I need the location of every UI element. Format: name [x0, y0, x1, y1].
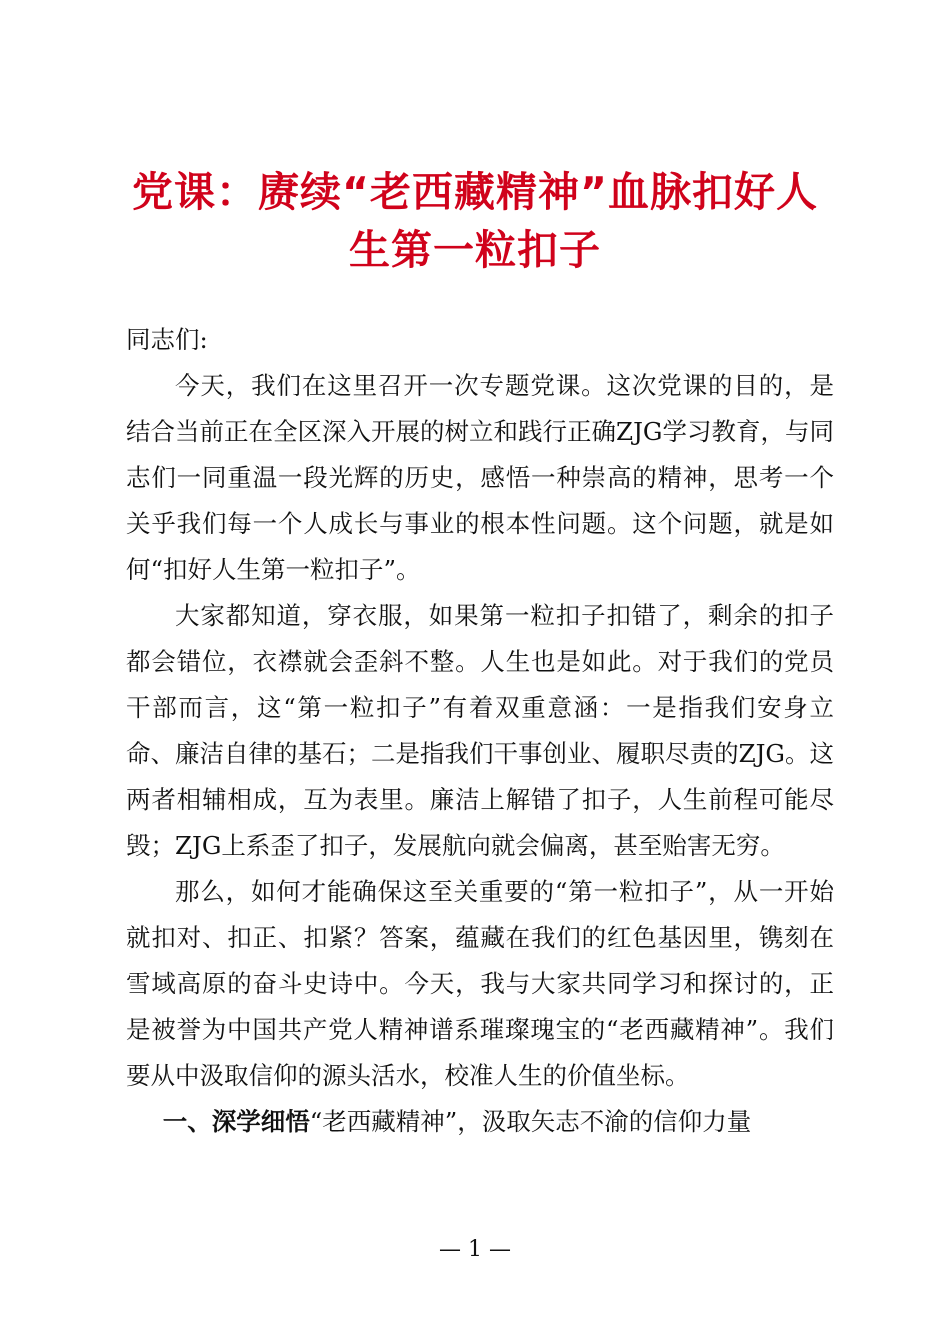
- document-title: [110, 163, 840, 279]
- page-number: — 1 —: [439, 1237, 511, 1262]
- title-line-2: 生第一粒扣子: [349, 226, 601, 274]
- paragraph-first-button: 大家都知道，穿衣服，如果第一粒扣子扣错了，剩余的扣子都会错位，衣襟就会歪斜不整。人生也是如此。对于我们的党员干部而言，这“第一粒扣子”有着双重意涵：一是指我们安身立命、廉洁自律的基石；二是指我们干事创业、履职尽责的ZJG。这两者相辅相成，互为表里。廉洁上解错了扣子，人生前程可能尽毁；ZJG上系歪了扣子，发展航向就会偏离，甚至贻害无穷。: [126, 601, 834, 860]
- section-heading-text: “老西藏精神”，汲取矢志不渝的信仰力量: [309, 1107, 752, 1136]
- salutation: 同志们:: [126, 325, 208, 354]
- title-line-1: 党课：赓续“老西藏精神”血脉扣好人: [132, 168, 818, 216]
- section-heading-number: 一、深学细悟: [162, 1107, 310, 1136]
- document-body: [126, 317, 834, 1145]
- section-heading-one: [126, 1099, 834, 1145]
- paragraph-old-tibet-spirit: 那么，如何才能确保这至关重要的“第一粒扣子”，从一开始就扣对、扣正、扣紧？答案，蕴藏在我们的红色基因里，镌刻在雪域高原的奋斗史诗中。今天，我与大家共同学习和探讨的，正是被誉为中国共产党人精神谱系璀璨瑰宝的“老西藏精神”。我们要从中汲取信仰的源头活水，校准人生的价值坐标。: [126, 877, 834, 1090]
- paragraph-intro: 今天，我们在这里召开一次专题党课。这次党课的目的，是结合当前正在全区深入开展的树立和践行正确ZJG学习教育，与同志们一同重温一段光辉的历史，感悟一种崇高的精神，思考一个关乎我们每一个人成长与事业的根本性问题。这个问题，就是如何“扣好人生第一粒扣子”。: [126, 371, 834, 584]
